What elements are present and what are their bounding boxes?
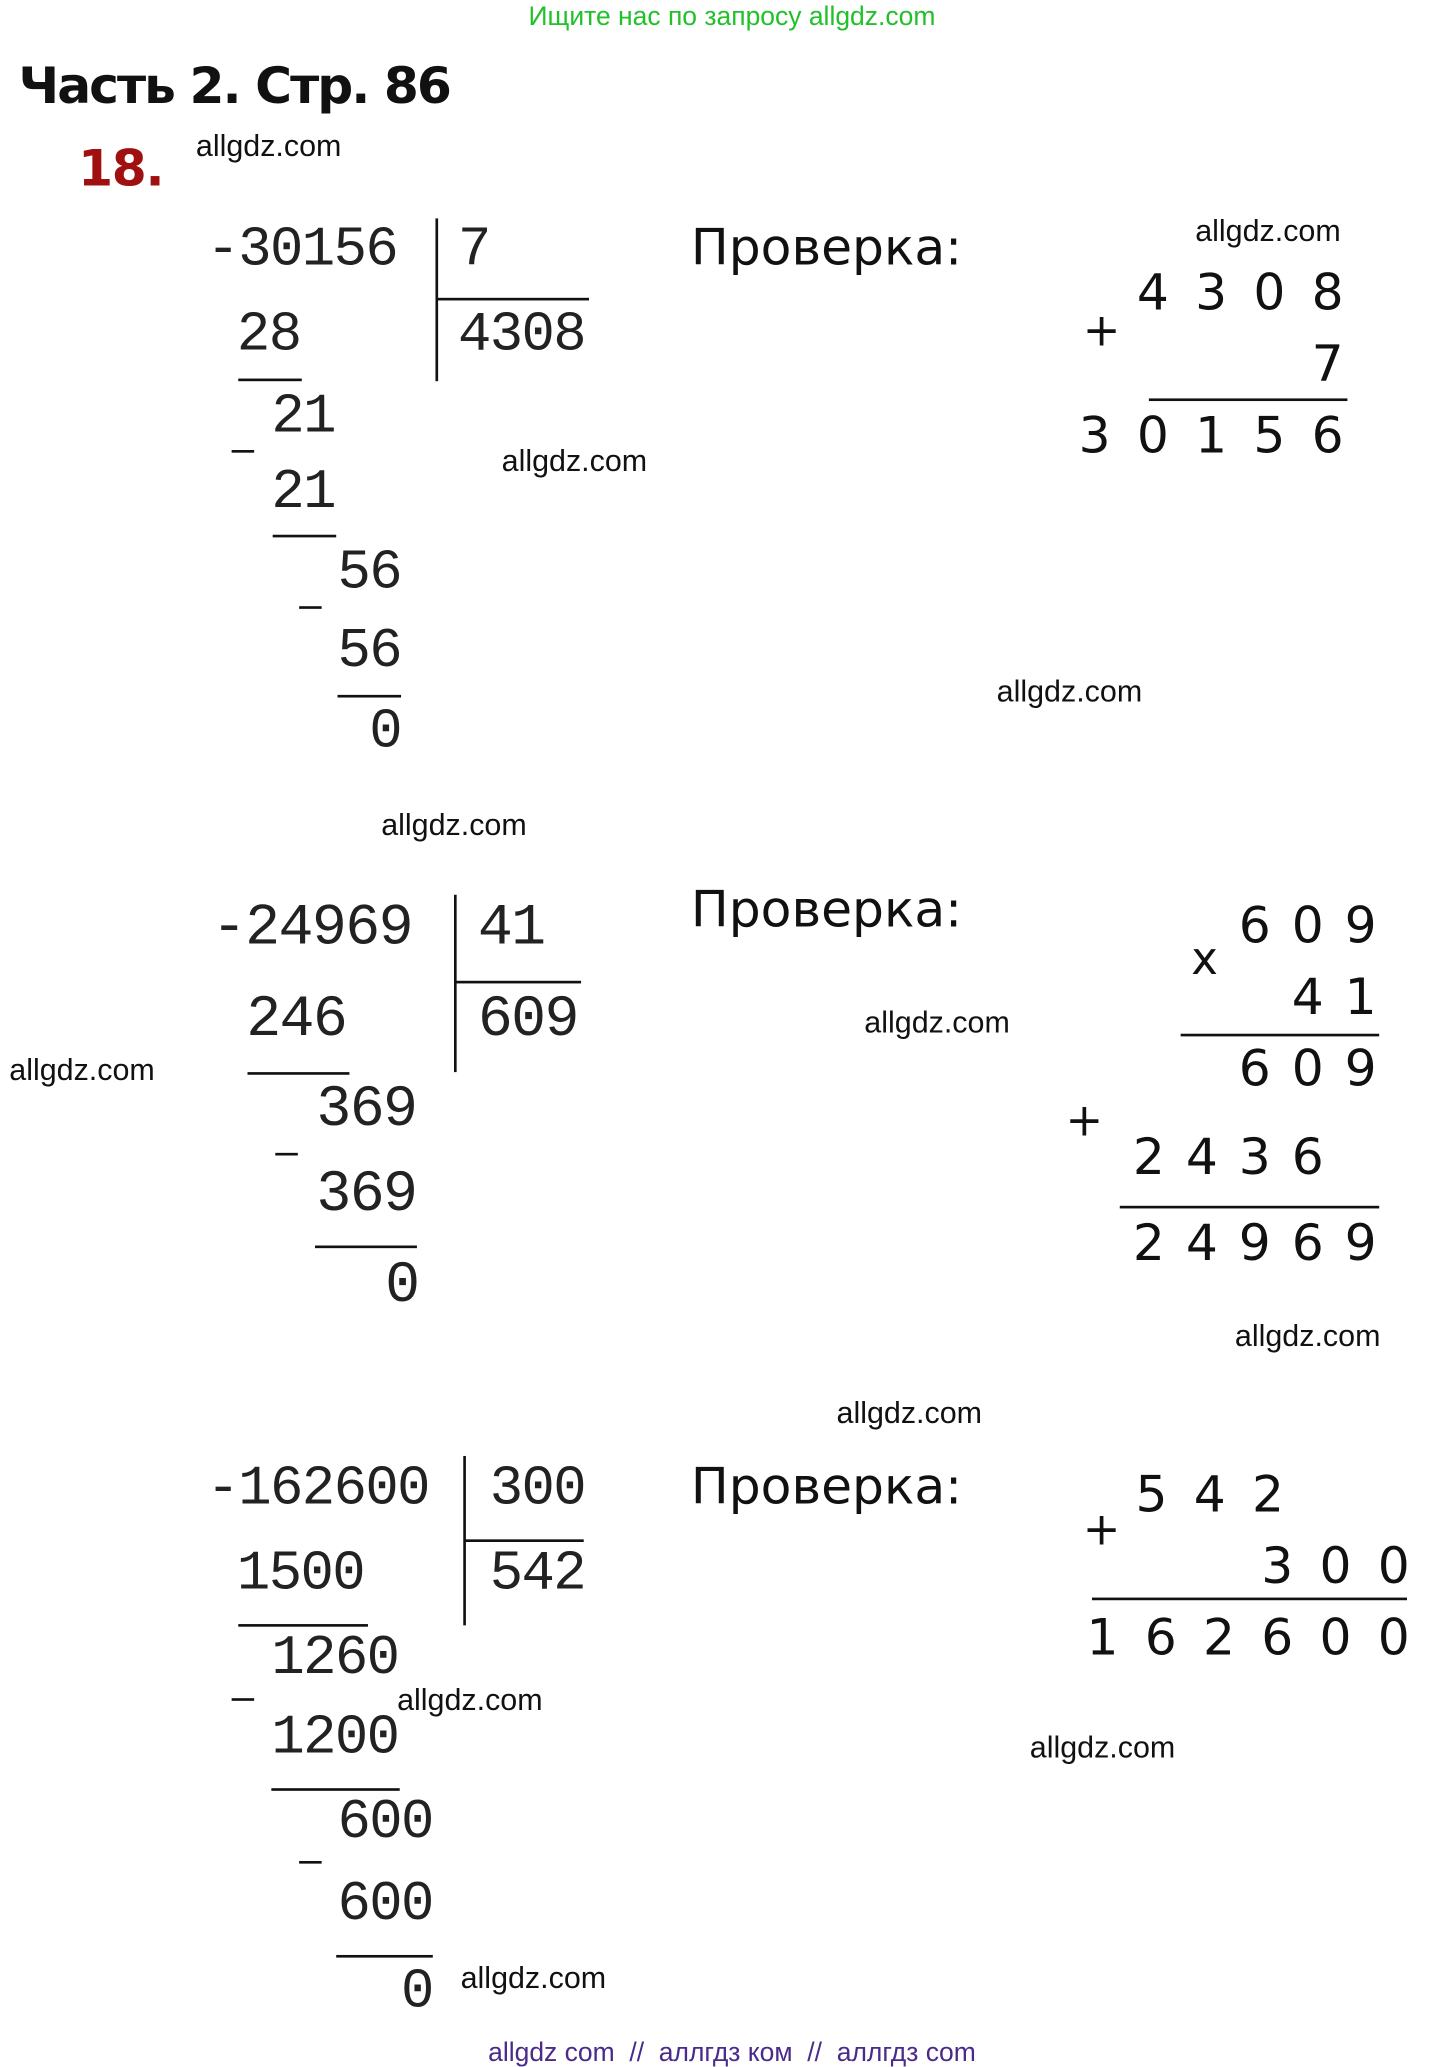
watermark: allgdz.com bbox=[1029, 1729, 1176, 1765]
digit: 6 bbox=[1261, 1608, 1294, 1667]
digit: 6 bbox=[1291, 1127, 1324, 1186]
step: 600 bbox=[337, 1872, 433, 1937]
step: 28 bbox=[236, 303, 301, 367]
search-hint: Ищите нас по запросу allgdz.com bbox=[528, 2, 936, 32]
digit: 3 bbox=[1195, 263, 1228, 322]
digit: 9 bbox=[1344, 1039, 1377, 1098]
digit: 5 bbox=[1135, 1465, 1168, 1524]
step: 56 bbox=[337, 619, 402, 683]
watermark: allgdz.com bbox=[460, 1960, 607, 1995]
partial-product bbox=[1228, 1039, 1387, 1098]
step-line bbox=[248, 1072, 350, 1075]
minus-sign bbox=[299, 606, 322, 609]
addend bbox=[1122, 1465, 1297, 1524]
divisor: 41 bbox=[477, 896, 545, 963]
divisor: 7 bbox=[457, 218, 490, 282]
step: 21 bbox=[271, 385, 335, 449]
product bbox=[1122, 1213, 1387, 1272]
watermark: allgdz.com bbox=[836, 1395, 983, 1430]
watermark: allgdz.com bbox=[397, 1682, 543, 1717]
digit: 2 bbox=[1132, 1213, 1165, 1272]
watermark: allgdz.com bbox=[195, 128, 342, 163]
digit: 6 bbox=[1291, 1213, 1324, 1272]
sum bbox=[1073, 1608, 1422, 1667]
minus-sign bbox=[232, 1698, 255, 1701]
watermark: allgdz.com bbox=[1195, 213, 1341, 248]
step: 369 bbox=[316, 1077, 417, 1144]
minus-sign bbox=[275, 1153, 298, 1156]
plus-sign: + bbox=[1082, 304, 1121, 358]
watermark: allgdz.com bbox=[864, 1004, 1010, 1040]
digit: 9 bbox=[1344, 896, 1377, 955]
digit: 4 bbox=[1136, 263, 1169, 322]
digit: 7 bbox=[1311, 334, 1344, 394]
watermark: allgdz.com bbox=[381, 807, 527, 842]
digit: 6 bbox=[1238, 896, 1271, 955]
divisor: 300 bbox=[489, 1457, 586, 1521]
watermark: allgdz.com bbox=[9, 1052, 155, 1087]
check-label: Проверка: bbox=[690, 880, 963, 939]
digit: 2 bbox=[1132, 1127, 1165, 1186]
digit: 9 bbox=[1238, 1213, 1271, 1272]
dividend: -24969 bbox=[211, 896, 412, 963]
digit: 8 bbox=[1311, 263, 1344, 322]
digit: 1 bbox=[1344, 967, 1377, 1026]
digit: 4 bbox=[1193, 1465, 1226, 1524]
factor bbox=[1228, 896, 1387, 955]
step-line bbox=[338, 695, 402, 698]
digit: 4 bbox=[1185, 1213, 1218, 1272]
step: 369 bbox=[316, 1162, 417, 1229]
digit: 2 bbox=[1252, 1465, 1285, 1524]
step: 1260 bbox=[271, 1626, 399, 1691]
digit: 3 bbox=[1078, 406, 1111, 465]
quotient: 542 bbox=[489, 1541, 586, 1606]
page-title: Часть 2. Стр. 86 bbox=[18, 56, 450, 116]
product-line bbox=[1181, 1034, 1380, 1037]
remainder: 0 bbox=[385, 1253, 419, 1320]
dividend: -30156 bbox=[206, 218, 398, 282]
step-line bbox=[315, 1246, 417, 1249]
step: 21 bbox=[271, 460, 335, 525]
plus-sign: + bbox=[1065, 1094, 1104, 1148]
minus-sign bbox=[299, 1861, 322, 1864]
watermark: allgdz.com bbox=[996, 673, 1143, 709]
watermark: allgdz.com bbox=[1234, 1318, 1381, 1353]
step: 600 bbox=[337, 1790, 433, 1855]
plus-sign: + bbox=[1082, 1503, 1121, 1557]
digit: 3 bbox=[1238, 1127, 1271, 1186]
step: 1500 bbox=[236, 1541, 365, 1606]
sum-line bbox=[1092, 1598, 1407, 1601]
sum-line bbox=[1149, 398, 1348, 401]
minus-sign bbox=[232, 450, 255, 453]
sum bbox=[1065, 406, 1356, 465]
remainder: 0 bbox=[401, 1960, 433, 2024]
step: 1200 bbox=[271, 1706, 399, 1770]
step: 56 bbox=[337, 541, 402, 605]
partial-product bbox=[1122, 1127, 1334, 1186]
check-label: Проверка: bbox=[690, 218, 963, 277]
quotient-line bbox=[455, 981, 581, 984]
step: 246 bbox=[246, 987, 347, 1054]
digit: 4 bbox=[1185, 1127, 1218, 1186]
multiply-sign: x bbox=[1191, 933, 1218, 987]
factor bbox=[1281, 967, 1387, 1026]
digit: 9 bbox=[1344, 1213, 1377, 1272]
check-label: Проверка: bbox=[690, 1457, 963, 1516]
digit: 0 bbox=[1291, 1039, 1324, 1098]
digit: 0 bbox=[1377, 1536, 1410, 1595]
digit: 6 bbox=[1144, 1608, 1177, 1667]
digit: 0 bbox=[1319, 1608, 1352, 1667]
step-line bbox=[273, 535, 337, 538]
digit: 2 bbox=[1203, 1608, 1236, 1667]
watermark: allgdz.com bbox=[501, 443, 648, 478]
sum-line bbox=[1120, 1206, 1379, 1209]
digit: 0 bbox=[1291, 896, 1324, 955]
digit: 0 bbox=[1253, 263, 1286, 322]
digit: 6 bbox=[1311, 406, 1344, 465]
footer-links: allgdz com // аллгдз ком // аллгдз com bbox=[488, 2038, 976, 2067]
quotient-line bbox=[437, 298, 589, 301]
remainder: 0 bbox=[369, 700, 402, 764]
dividend: -162600 bbox=[206, 1457, 429, 1521]
addend bbox=[1248, 1536, 1423, 1595]
digit: 4 bbox=[1291, 967, 1324, 1026]
addend bbox=[1298, 334, 1356, 394]
digit: 3 bbox=[1261, 1536, 1294, 1595]
addend bbox=[1124, 263, 1357, 322]
digit: 0 bbox=[1377, 1608, 1410, 1667]
digit: 0 bbox=[1136, 406, 1169, 465]
digit: 1 bbox=[1195, 406, 1228, 465]
step-line bbox=[336, 1955, 433, 1958]
quotient: 609 bbox=[477, 987, 578, 1054]
step-line bbox=[238, 379, 302, 382]
digit: 1 bbox=[1086, 1608, 1119, 1667]
exercise-number: 18. bbox=[78, 138, 164, 198]
quotient: 4308 bbox=[457, 303, 586, 367]
digit: 6 bbox=[1238, 1039, 1271, 1098]
digit: 5 bbox=[1253, 406, 1286, 465]
digit: 0 bbox=[1319, 1536, 1352, 1595]
